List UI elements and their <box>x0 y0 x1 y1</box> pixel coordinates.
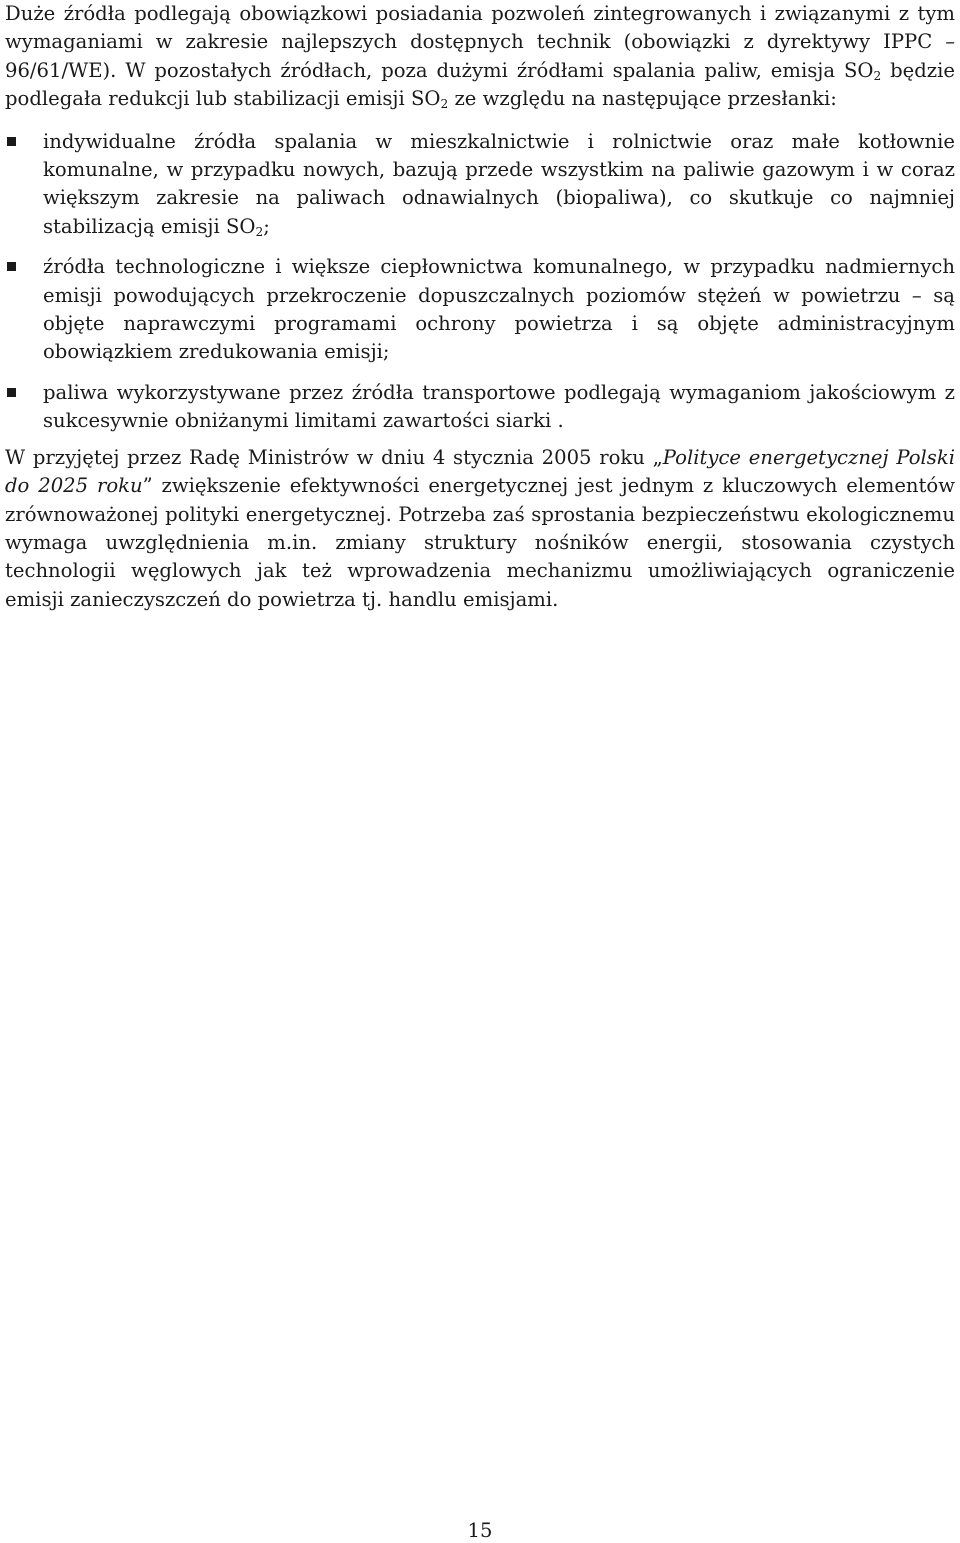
bullet-1-end: ; <box>263 214 270 238</box>
square-bullet-icon <box>7 262 16 271</box>
list-item <box>5 379 955 436</box>
intro-subscript-1: 2 <box>873 68 882 83</box>
intro-text-3: ze względu na następujące przesłanki: <box>448 87 837 111</box>
square-bullet-icon <box>7 388 16 397</box>
closing-paragraph <box>5 444 955 614</box>
intro-text-1: Duże źródła podlegają obowiązkowi posiadania pozwoleń zintegrowanych i związanymi z tym wymaganiami w zakresie najlepszych dostępnych technik (obowiązki z dyrektywy IPPC – 96/61/WE). W pozostałych źródłach, poza dużymi źródłami spalania paliw, emisja SO <box>5 2 955 82</box>
page-number: 15 <box>467 1519 493 1542</box>
intro-text-2: będzie podlegała redukcji lub stabilizacji emisji SO <box>5 58 955 111</box>
closing-text-2: ” zwiększenie efektywności energetycznej jest jednym z kluczowych elementów zrównoważonej polityki energetycznej. Potrzeba zaś sprostania bezpieczeństwu ekologicznemu wymaga uwzględnienia m.in. zmiany struktury nośników energii, stosowania czystych technologii węglowych jak też wprowadzenia mechanizmu umożliwiających ograniczenie emisji zanieczyszczeń do powietrza tj. handlu emisjami. <box>5 474 955 611</box>
document-body <box>5 0 955 614</box>
closing-text-1: W przyjętej przez Radę Ministrów w dniu 4 stycznia 2005 roku „ <box>5 445 663 469</box>
bullet-1-subscript: 2 <box>255 224 264 239</box>
bullet-3-text: paliwa wykorzystywane przez źródła transportowe podlegają wymaganiom jakościowym z sukcesywnie obniżanymi limitami zawartości siarki . <box>43 380 955 433</box>
square-bullet-icon <box>7 137 16 146</box>
intro-paragraph <box>5 0 955 114</box>
list-item <box>5 253 955 367</box>
bullet-1-text: indywidualne źródła spalania w mieszkalnictwie i rolnictwie oraz małe kotłownie komunalne, w przypadku nowych, bazują przede wszystkim na paliwie gazowym i w coraz większym zakresie na paliwach odnawialnych (biopaliwa), co skutkuje co najmniej stabilizacją emisji SO <box>43 129 955 238</box>
premises-list <box>5 128 955 436</box>
policy-title: Polityce energetycznej Polski do 2025 roku <box>5 445 955 498</box>
bullet-2-text: źródła technologiczne i większe ciepłownictwa komunalnego, w przypadku nadmiernych emisji powodujących przekroczenie dopuszczalnych poziomów stężeń w powietrzu – są objęte naprawczymi programami ochrony powietrza i są objęte administracyjnym obowiązkiem zredukowania emisji; <box>43 255 955 364</box>
list-item <box>5 128 955 242</box>
intro-subscript-2: 2 <box>440 97 449 112</box>
